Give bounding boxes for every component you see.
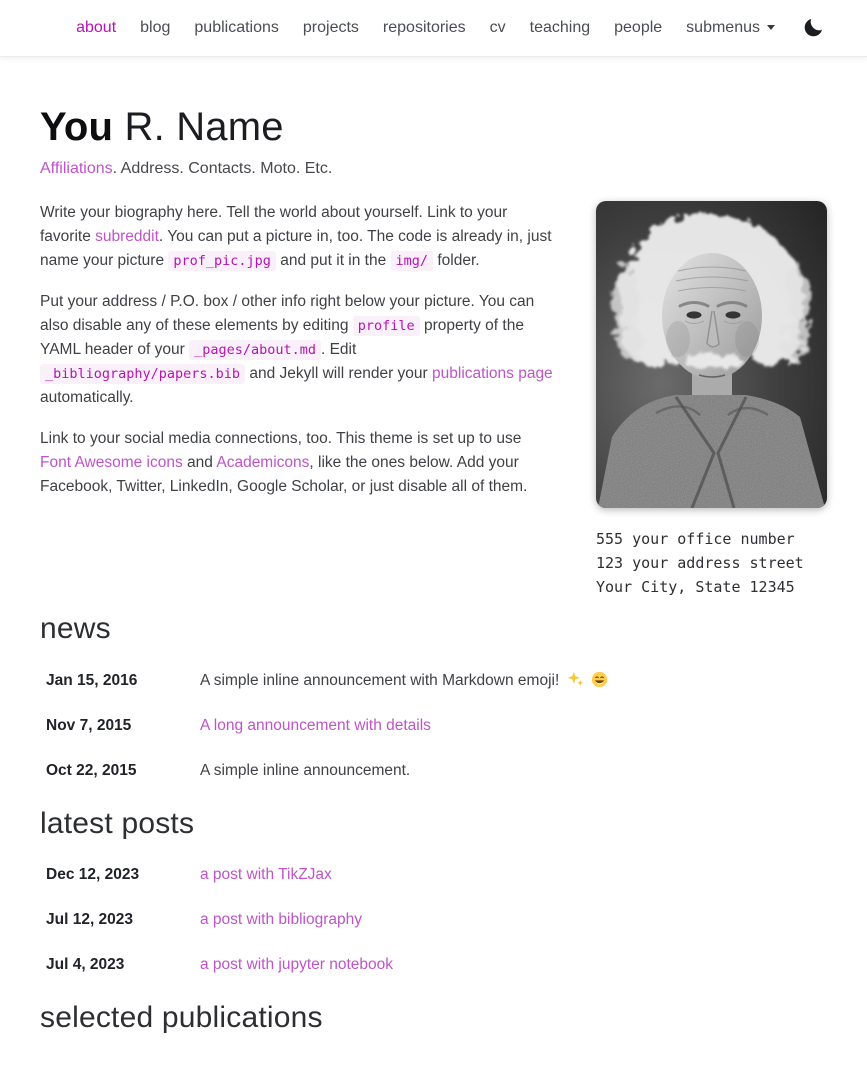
news-title: news <box>40 612 111 645</box>
nav-item-cv[interactable]: cv <box>489 19 506 36</box>
post-row <box>46 911 827 929</box>
inline-code: _pages/about.md <box>189 340 321 360</box>
grinning-face-emoji <box>591 671 608 688</box>
post-row <box>46 866 827 884</box>
publications-title: selected publications <box>40 1001 323 1034</box>
profile-column <box>596 201 827 599</box>
inline-code: prof_pic.jpg <box>168 251 276 271</box>
bio-profile-row <box>40 201 827 599</box>
inline-link[interactable]: Font Awesome icons <box>40 454 183 472</box>
bio-text: Link to your social media connections, too. This theme is set up to use <box>40 430 522 448</box>
theme-toggle-button[interactable] <box>801 14 827 43</box>
news-text <box>200 671 827 690</box>
name-rest: R. Name <box>113 105 284 149</box>
address-line: 555 your office number <box>596 530 795 548</box>
profile-photo <box>596 201 827 508</box>
nav-item-repositories[interactable]: repositories <box>382 19 466 36</box>
post-date: Jul 4, 2023 <box>46 956 125 973</box>
contact-address <box>596 527 827 599</box>
bio-text: , like the ones below. Add your Facebook, Twitter, LinkedIn, Google Scholar, or just disable all of them. <box>40 454 528 496</box>
latest-posts-section <box>40 807 827 974</box>
nav-item-submenus-label: submenus <box>686 19 760 36</box>
news-date: Nov 7, 2015 <box>46 717 132 734</box>
posts-table <box>40 866 827 974</box>
bio-paragraph <box>40 427 556 499</box>
news-date: Jan 15, 2016 <box>46 672 138 689</box>
news-date: Oct 22, 2015 <box>46 762 137 779</box>
moon-icon <box>803 16 825 41</box>
nav-item-about[interactable]: about <box>76 19 117 36</box>
news-section <box>40 612 827 780</box>
bio-text: Write your biography here. Tell the world about yourself. Link to your favorite <box>40 204 508 246</box>
latest-posts-title: latest posts <box>40 807 195 840</box>
inline-code: profile <box>353 316 420 336</box>
inline-code: img/ <box>391 251 434 271</box>
nav-item-people[interactable]: people <box>614 19 663 36</box>
inline-link[interactable]: Academicons <box>216 454 310 472</box>
publications-section <box>40 1001 827 1035</box>
post-row <box>46 956 827 974</box>
address-line: 123 your address street <box>596 554 804 572</box>
page-title <box>40 103 827 151</box>
nav-item-publications[interactable]: publications <box>194 19 279 36</box>
bio-text: folder. <box>433 252 480 270</box>
bio-paragraph <box>40 201 556 273</box>
post-link[interactable]: a post with bibliography <box>200 911 362 928</box>
inline-link[interactable]: publications page <box>432 365 553 383</box>
sparkles-emoji <box>567 671 584 688</box>
bio-text: and Jekyll will render your <box>245 365 433 383</box>
inline-code: _bibliography/papers.bib <box>40 364 245 384</box>
address-line: Your City, State 12345 <box>596 578 795 596</box>
name-first: You <box>40 105 114 149</box>
chevron-down-icon <box>767 25 775 30</box>
news-announcement: A simple inline announcement with Markdown emoji! <box>200 672 560 689</box>
nav-list <box>64 19 787 37</box>
post-date: Dec 12, 2023 <box>46 866 140 883</box>
biography <box>40 201 596 516</box>
news-announcement: A simple inline announcement. <box>200 762 411 779</box>
post-link[interactable]: a post with TikZJax <box>200 866 332 883</box>
post-date: Jul 12, 2023 <box>46 911 134 928</box>
inline-link[interactable]: subreddit <box>95 228 159 246</box>
news-announcement-link[interactable]: A long announcement with details <box>200 717 431 734</box>
tagline <box>40 160 827 178</box>
bio-text: . Edit <box>320 341 357 359</box>
bio-text: Put your address / P.O. box / other info right below your picture. You can also disable any of these elements by editing <box>40 293 535 335</box>
news-row <box>46 762 827 780</box>
nav-item-teaching[interactable]: teaching <box>529 19 591 36</box>
bio-text: property of the YAML header of your <box>40 317 524 359</box>
post-link[interactable]: a post with jupyter notebook <box>200 956 394 973</box>
bio-paragraph <box>40 290 556 410</box>
top-navbar <box>0 0 867 57</box>
nav-item-blog[interactable]: blog <box>140 19 171 36</box>
bio-text: and <box>182 454 217 472</box>
news-row <box>46 671 827 690</box>
affiliations-link[interactable]: Affiliations <box>40 160 113 177</box>
news-table <box>40 671 827 780</box>
bio-text: . You can put a picture in, too. The code is already in, just name your picture <box>40 228 552 270</box>
tagline-rest: . Address. Contacts. Moto. Etc. <box>112 160 333 177</box>
nav-item-projects[interactable]: projects <box>302 19 359 36</box>
bio-text: and put it in the <box>275 252 391 270</box>
bio-text: automatically. <box>40 389 134 407</box>
news-row <box>46 717 827 735</box>
nav-item-submenus[interactable] <box>674 19 787 37</box>
